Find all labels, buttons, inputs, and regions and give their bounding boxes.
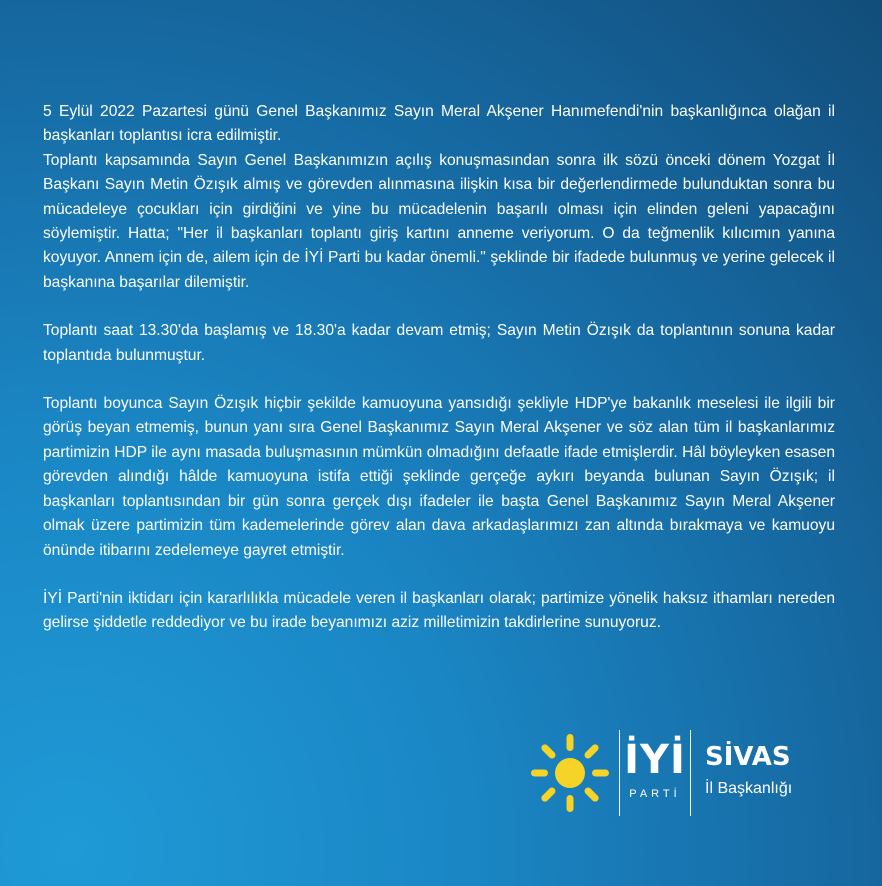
brand-name: İYİ [624, 737, 686, 783]
statement-paragraph-1: 5 Eylül 2022 Pazartesi günü Genel Başkanımız Sayın Meral Akşener Hanımefendi'nin başkanlığınca olağan il başkanları toplantısı icra edilmiştir. [43, 103, 835, 145]
city-block [705, 742, 792, 800]
city-name: SİVAS [705, 742, 791, 772]
party-logo [527, 728, 827, 828]
brand-party-label: PARTİ [629, 788, 681, 800]
statement-paragraph-2: Toplantı kapsamında Sayın Genel Başkanımızın açılış konuşmasından sonra ilk sözü önceki dönem Yozgat İl Başkanı Sayın Metin Özışık almış ve görevden alınmasına ilişkin kısa bir değerlendirmede bulunduktan sonra bu mücadeleye çocukları için girdiğini ve yine bu mücadelenin başarılı olması için elinden geleni yapacağını söylemiştir. Hatta; "Her il başkanları toplantı giriş kartını anneme veriyorum. O da teğmenlik kılıcımın yanına koyuyor. Annem için de, ailem için de İYİ Parti bu kadar önemli." şeklinde bir ifadede bulunmuş ve yerine gelecek il başkanına başarılar dilemiştir. [43, 151, 835, 291]
statement-paragraph-4: Toplantı boyunca Sayın Özışık hiçbir şekilde kamuoyuna yansıdığı şekliyle HDP'ye bakanlık meselesi ile ilgili bir görüş beyan etmemiş, bunun yanı sıra Genel Başkanımız Sayın Meral Akşener ve söz alan tüm il başkanlarımız partimizin HDP ile aynı masada buluşmasının mümkün olmadığını defaatle ifade etmişlerdir. Hâl böyleyken esasen görevden alındığı hâlde kamuoyuna istifa ettiği şeklinde gerçeğe aykırı beyanda bulunan Sayın Özışık; il başkanları toplantısından bir gün sonra gerçek dışı ifadeler ile başta Genel Başkanımız Sayın Meral Akşener olmak üzere partimizin tüm kademelerinde görev alan dava arkadaşlarımızı zan altında bırakmaya ve kamuoyu önünde itibarını zedelemeye gayret etmiştir. [43, 395, 835, 559]
sun-icon [527, 730, 613, 816]
statement-text [43, 100, 835, 660]
statement-paragraph-3: Toplantı saat 13.30'da başlamış ve 18.30'a kadar devam etmiş; Sayın Metin Özışık da toplantının sonuna kadar toplantıda bulunmuştur. [43, 322, 835, 364]
iyi-wordmark [619, 730, 691, 816]
city-unit: İl Başkanlığı [705, 780, 793, 797]
statement-paragraph-5: İYİ Parti'nin iktidarı için kararlılıkla mücadele veren il başkanları olarak; partimize yönelik haksız ithamları nereden gelirse şiddetle reddediyor ve bu irade beyanımızı aziz milletimizin takdirlerine sunuyoruz. [43, 589, 835, 632]
